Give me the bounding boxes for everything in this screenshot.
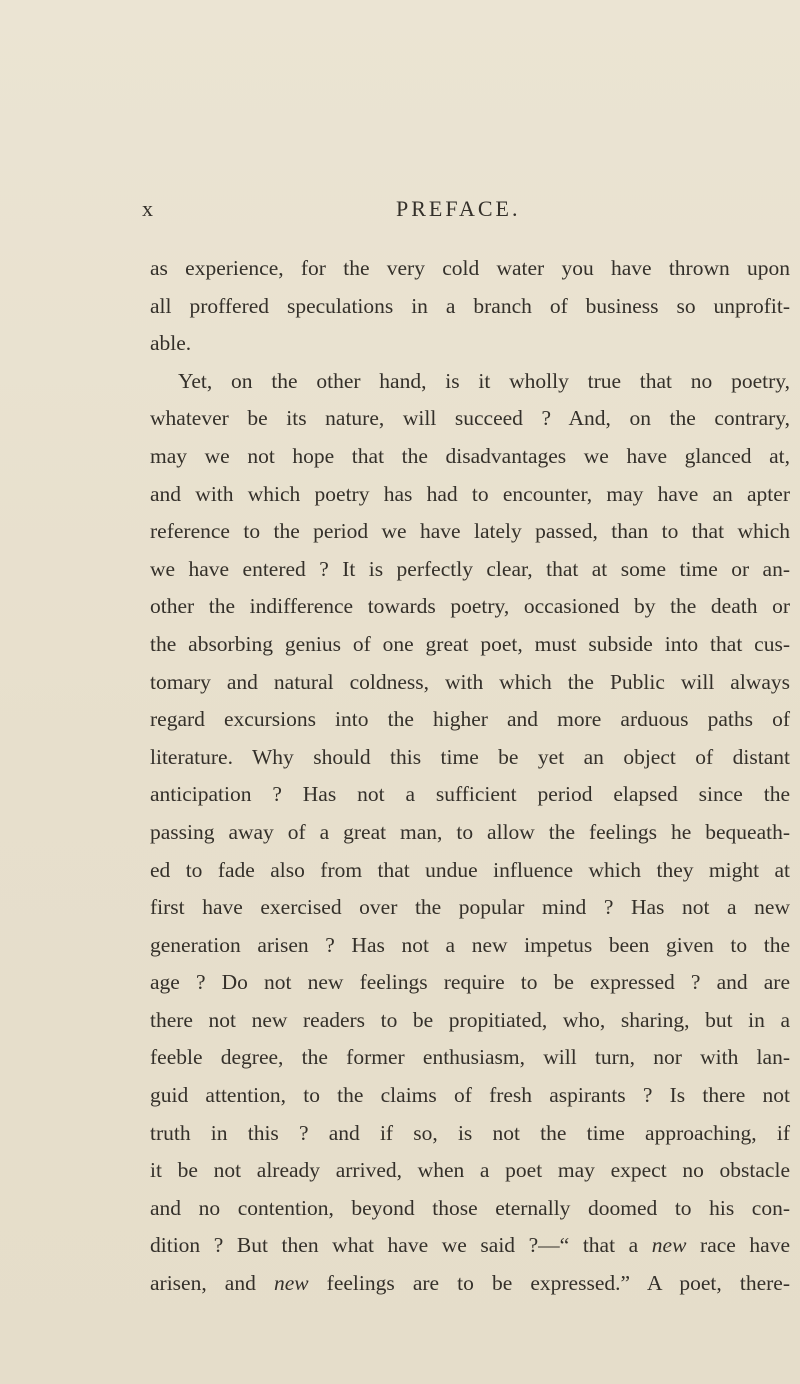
text-line: as experience, for the very cold water you have thrown upon: [150, 256, 790, 280]
text-line: other the indifference towards poetry, occasioned by the death or: [150, 594, 790, 619]
text-line: truth in this ? and if so, is not the time approaching, if: [150, 1120, 790, 1145]
text-line: [150, 1265, 790, 1303]
text-line: reference to the period we have lately passed, than to that which: [150, 519, 790, 544]
text-line: age ? Do not new feelings require to be expressed ? and are: [150, 970, 790, 995]
text-line: guid attention, to the claims of fresh aspirants ? Is there not: [150, 1083, 790, 1108]
text-line: [150, 1227, 790, 1265]
text-segment: dition ? But then what have we said ?—“ that a: [150, 1233, 652, 1258]
running-title: PREFACE.: [396, 196, 521, 221]
text-line: it be not already arrived, when a poet may expect no obstacle: [150, 1158, 790, 1183]
running-head: [0, 196, 800, 226]
text-segment: race have: [686, 1233, 791, 1258]
body-text: [150, 250, 790, 1303]
text-line: Yet, on the other hand, is it wholly true that no poetry,: [178, 368, 790, 393]
text-line: feeble degree, the former enthusiasm, will turn, nor with lan-: [150, 1045, 790, 1070]
text-line: whatever be its nature, will succeed ? And, on the contrary,: [150, 406, 790, 431]
text-line: able.: [150, 331, 192, 356]
text-segment: arisen, and: [150, 1271, 274, 1296]
text-line: and with which poetry has had to encounter, may have an apter: [150, 481, 790, 506]
text-line: there not new readers to be propitiated, who, sharing, but in a: [150, 1007, 790, 1032]
italic-word: new: [273, 1271, 309, 1296]
text-line: all proffered speculations in a branch of business so unprofit-: [150, 293, 790, 318]
text-line: tomary and natural coldness, with which the Public will always: [150, 669, 790, 694]
text-line: literature. Why should this time be yet an object of distant: [150, 744, 790, 769]
text-line: anticipation ? Has not a sufficient period elapsed since the: [150, 782, 790, 807]
text-line: generation arisen ? Has not a new impetus been given to the: [150, 932, 790, 957]
text-line: we have entered ? It is perfectly clear, that at some time or an-: [150, 556, 790, 581]
text-line: may we not hope that the disadvantages we have glanced at,: [150, 443, 790, 468]
text-line: first have exercised over the popular mind ? Has not a new: [150, 895, 790, 920]
text-segment: feelings are to be expressed.” A poet, there-: [308, 1271, 790, 1296]
text-line: passing away of a great man, to allow the feelings he bequeath-: [150, 819, 790, 844]
text-line: regard excursions into the higher and more arduous paths of: [150, 707, 790, 732]
text-line: the absorbing genius of one great poet, must subside into that cus-: [150, 631, 790, 656]
italic-word: new: [651, 1233, 687, 1258]
text-line: ed to fade also from that undue influence which they might at: [150, 857, 790, 882]
page-number: x: [142, 196, 154, 221]
text-line: and no contention, beyond those eternally doomed to his con-: [150, 1195, 790, 1220]
